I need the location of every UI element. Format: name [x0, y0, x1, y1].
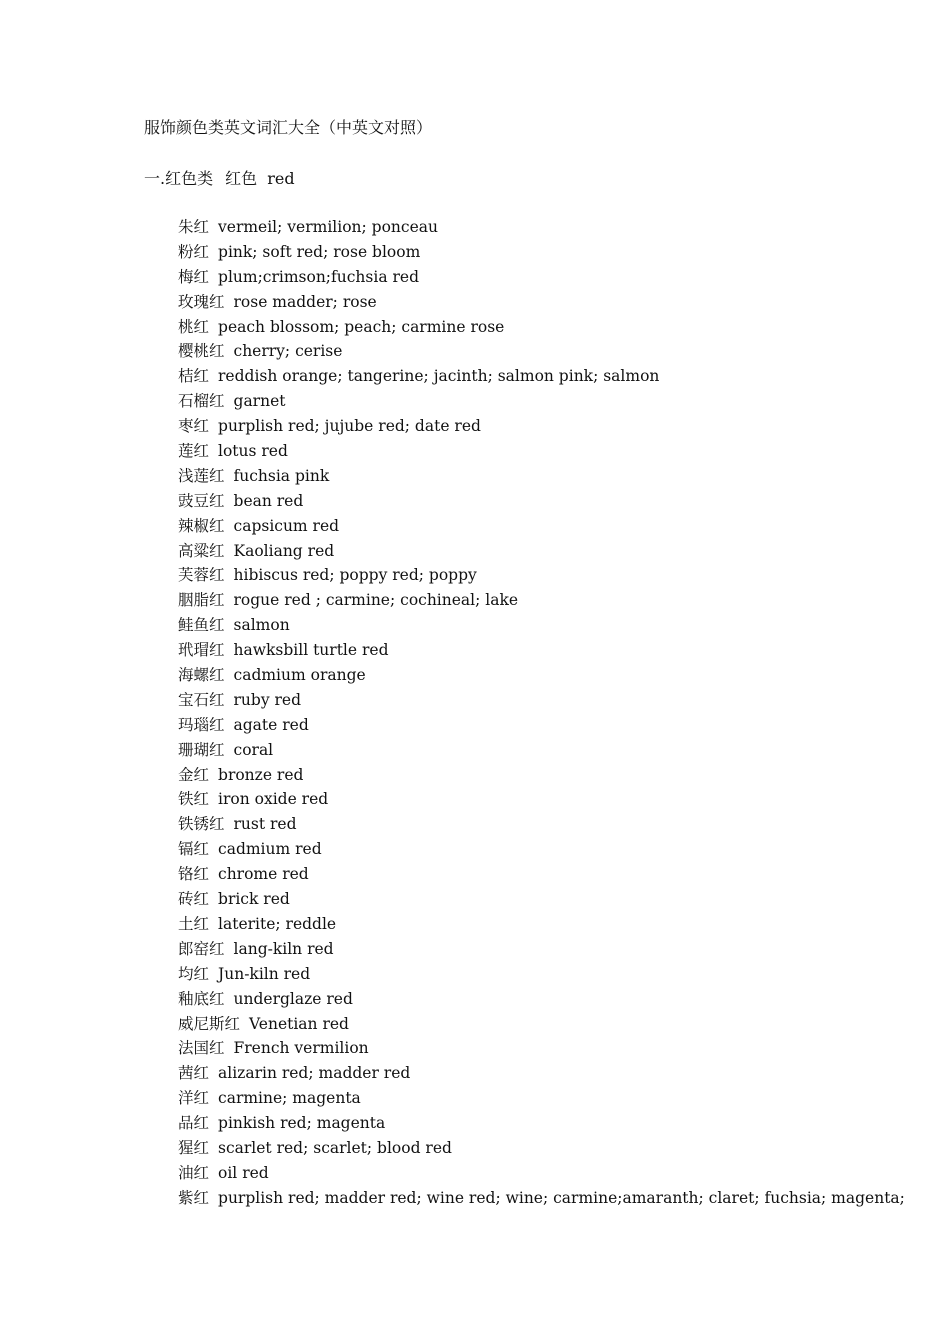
- section-term-zh: 红色: [225, 169, 258, 188]
- term-en: underglaze red: [233, 989, 353, 1008]
- list-item: [178, 439, 905, 464]
- term-zh: 洋红: [178, 1089, 210, 1108]
- term-en: cadmium red: [218, 840, 322, 859]
- term-zh: 朱红: [178, 218, 210, 236]
- list-item: [178, 1136, 905, 1161]
- term-zh: 紫红: [178, 1188, 210, 1207]
- list-item: [178, 613, 905, 638]
- term-zh: 金红: [178, 765, 210, 784]
- list-item: [178, 1186, 905, 1211]
- term-en: rust red: [233, 815, 297, 834]
- term-en: rogue red ; carmine; cochineal; lake: [233, 591, 519, 610]
- term-en: hibiscus red; poppy red; poppy: [233, 566, 477, 585]
- term-zh: 高粱红: [178, 541, 225, 560]
- list-item: [178, 489, 905, 514]
- term-en: Venetian red: [249, 1014, 349, 1033]
- term-en: purplish red; jujube red; date red: [218, 417, 481, 436]
- term-zh: 胭脂红: [178, 591, 225, 610]
- term-en: lang-kiln red: [233, 939, 334, 958]
- list-item: [178, 539, 905, 564]
- list-item: [178, 962, 905, 987]
- term-en: oil red: [218, 1163, 269, 1182]
- term-en: laterite; reddle: [218, 914, 337, 933]
- term-zh: 石榴红: [178, 392, 225, 411]
- term-zh: 砖红: [178, 890, 210, 909]
- term-zh: 芙蓉红: [178, 566, 225, 585]
- term-en: lotus red: [218, 442, 288, 461]
- list-item: [178, 738, 905, 763]
- term-zh: 海螺红: [178, 666, 225, 685]
- list-item: [178, 713, 905, 738]
- list-item: [178, 887, 905, 912]
- term-zh: 珊瑚红: [178, 740, 225, 759]
- term-zh: 宝石红: [178, 690, 225, 709]
- list-item: [178, 514, 905, 539]
- section-term-en: red: [267, 169, 295, 188]
- list-item: [178, 1161, 905, 1186]
- term-en: cadmium orange: [233, 666, 366, 685]
- list-item: [178, 812, 905, 837]
- list-item: [178, 389, 905, 414]
- term-zh: 莲红: [178, 442, 210, 461]
- term-en: garnet: [233, 392, 286, 411]
- term-zh: 铬红: [178, 865, 210, 884]
- term-en: vermeil; vermilion; ponceau: [218, 218, 438, 236]
- term-zh: 均红: [178, 964, 210, 983]
- list-item: [178, 240, 905, 265]
- term-zh: 品红: [178, 1114, 210, 1133]
- term-en: agate red: [233, 715, 309, 734]
- term-zh: 镉红: [178, 840, 210, 859]
- list-item: [178, 1061, 905, 1086]
- term-en: pink; soft red; rose bloom: [218, 242, 421, 261]
- term-en: ruby red: [233, 690, 302, 709]
- term-zh: 玫瑰红: [178, 292, 225, 311]
- term-en: reddish orange; tangerine; jacinth; salmon pink; salmon: [218, 367, 660, 386]
- term-zh: 樱桃红: [178, 342, 225, 361]
- term-zh: 粉红: [178, 242, 210, 261]
- term-en: alizarin red; madder red: [218, 1064, 411, 1083]
- list-item: [178, 763, 905, 788]
- term-en: capsicum red: [233, 516, 340, 535]
- section-number-label: 一.红色类: [144, 169, 214, 188]
- term-en: fuchsia pink: [233, 466, 330, 485]
- term-zh: 辣椒红: [178, 516, 225, 535]
- document-title: 服饰颜色类英文词汇大全（中英文对照）: [144, 118, 433, 137]
- term-en: hawksbill turtle red: [233, 641, 389, 660]
- term-zh: 浅莲红: [178, 466, 225, 485]
- term-zh: 豉豆红: [178, 491, 225, 510]
- list-item: [178, 1086, 905, 1111]
- list-item: [178, 787, 905, 812]
- list-item: [178, 215, 905, 240]
- list-item: [178, 837, 905, 862]
- list-item: [178, 364, 905, 389]
- term-en: scarlet red; scarlet; blood red: [218, 1138, 452, 1157]
- list-item: [178, 1111, 905, 1136]
- term-en: Kaoliang red: [233, 541, 335, 560]
- list-item: [178, 663, 905, 688]
- term-zh: 郎窑红: [178, 939, 225, 958]
- term-zh: 釉底红: [178, 989, 225, 1008]
- list-item: [178, 290, 905, 315]
- term-zh: 玳瑁红: [178, 641, 225, 660]
- term-zh: 猩红: [178, 1138, 210, 1157]
- term-en: bean red: [233, 491, 304, 510]
- term-en: rose madder; rose: [233, 292, 377, 311]
- list-item: [178, 1012, 905, 1037]
- term-en: chrome red: [218, 865, 309, 884]
- list-item: [178, 265, 905, 290]
- list-item: [178, 1036, 905, 1061]
- term-en: carmine; magenta: [218, 1089, 361, 1108]
- term-en: salmon: [233, 616, 290, 635]
- list-item: [178, 588, 905, 613]
- term-en: pinkish red; magenta: [218, 1114, 386, 1133]
- list-item: [178, 464, 905, 489]
- color-term-list: [178, 215, 905, 1211]
- list-item: [178, 563, 905, 588]
- term-en: bronze red: [218, 765, 304, 784]
- section-heading: [144, 167, 295, 191]
- term-zh: 枣红: [178, 417, 210, 436]
- term-en: plum;crimson;fuchsia red: [218, 267, 420, 286]
- term-zh: 桔红: [178, 367, 210, 386]
- list-item: [178, 339, 905, 364]
- term-zh: 威尼斯红: [178, 1014, 241, 1033]
- list-item: [178, 638, 905, 663]
- term-en: brick red: [218, 890, 290, 909]
- list-item: [178, 414, 905, 439]
- list-item: [178, 688, 905, 713]
- list-item: [178, 987, 905, 1012]
- term-zh: 油红: [178, 1163, 210, 1182]
- term-zh: 梅红: [178, 267, 210, 286]
- term-zh: 鲑鱼红: [178, 616, 225, 635]
- term-en: iron oxide red: [218, 790, 329, 809]
- term-en: peach blossom; peach; carmine rose: [218, 317, 505, 336]
- list-item: [178, 315, 905, 340]
- term-en: coral: [233, 740, 274, 759]
- term-en: Jun-kiln red: [218, 964, 311, 983]
- list-item: [178, 912, 905, 937]
- term-zh: 法国红: [178, 1039, 225, 1058]
- term-zh: 铁红: [178, 790, 210, 809]
- term-zh: 土红: [178, 914, 210, 933]
- list-item: [178, 862, 905, 887]
- term-en: cherry; cerise: [233, 342, 343, 361]
- term-zh: 茜红: [178, 1064, 210, 1083]
- term-en: purplish red; madder red; wine red; wine; carmine;amaranth; claret; fuchsia; magenta;: [218, 1188, 905, 1207]
- term-zh: 桃红: [178, 317, 210, 336]
- term-en: French vermilion: [233, 1039, 369, 1058]
- term-zh: 玛瑙红: [178, 715, 225, 734]
- list-item: [178, 937, 905, 962]
- term-zh: 铁锈红: [178, 815, 225, 834]
